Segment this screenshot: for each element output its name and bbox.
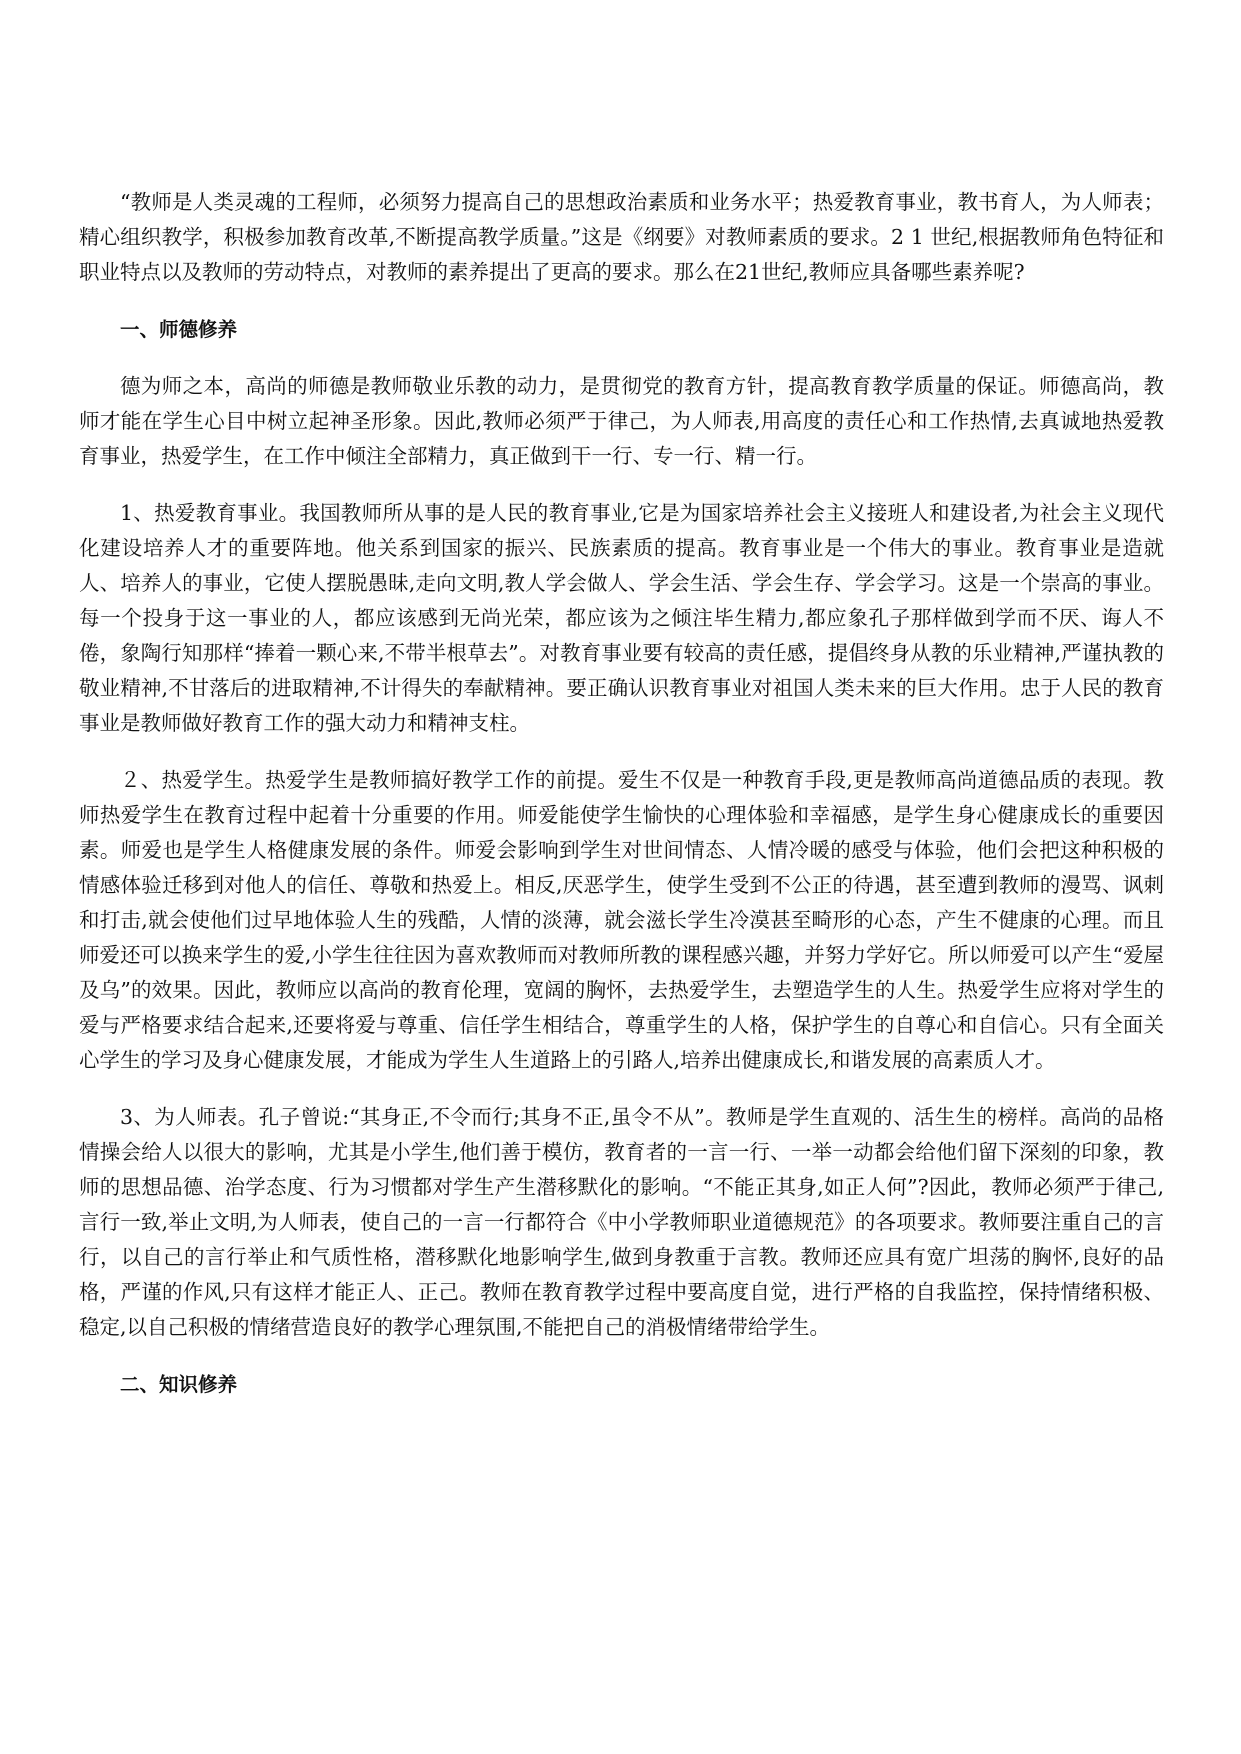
point-role-model-paragraph: 3、为人师表。孔子曾说:“其身正,不令而行;其身不正,虽令不从”。教师是学生直观的、活生生的榜样。高尚的品格情操会给人以很大的影响，尤其是小学生,他们善于模仿，教育者的一言一行、一举一动都会给他们留下深刻的印象，教师的思想品德、治学态度、行为习惯都对学生产生潜移默化的影响。“不能正其身,如正人何”?因此，教师必须严于律己,言行一致,举止文明,为人师表，使自己的一言一行都符合《中小学教师职业道德规范》的各项要求。教师要注重自己的言行，以自己的言行举止和气质性格，潜移默化地影响学生,做到身教重于言教。教师还应具有宽广坦荡的胸怀,良好的品格，严谨的作风,只有这样才能正人、正己。教师在教育教学过程中要高度自觉，进行严格的自我监控，保持情绪积极、稳定,以自己积极的情绪营造良好的教学心理氛围,不能把自己的消极情绪带给学生。	[79, 1105, 1164, 1339]
point-love-students-paragraph: ２、热爱学生。热爱学生是教师搞好教学工作的前提。爱生不仅是一种教育手段,更是教师高尚道德品质的表现。教师热爱学生在教育过程中起着十分重要的作用。师爱能使学生愉快的心理体验和幸福感，是学生身心健康成长的重要因素。师爱也是学生人格健康发展的条件。师爱会影响到学生对世间情态、人情冷暖的感受与体验，他们会把这种积极的情感体验迁移到对他人的信任、尊敬和热爱上。相反,厌恶学生，使学生受到不公正的待遇，甚至遭到教师的漫骂、讽刺和打击,就会使他们过早地体验人生的残酷，人情的淡薄，就会滋长学生冷漠甚至畸形的心态，产生不健康的心理。而且师爱还可以换来学生的爱,小学生往往因为喜欢教师而对教师所教的课程感兴趣，并努力学好它。所以师爱可以产生“爱屋及乌”的效果。因此，教师应以高尚的教育伦理，宽阔的胸怀，去热爱学生，去塑造学生的人生。热爱学生应将对学生的爱与严格要求结合起来,还要将爱与尊重、信任学生相结合，尊重学生的人格，保护学生的自尊心和自信心。只有全面关心学生的学习及身心健康发展，才能成为学生人生道路上的引路人,培养出健康成长,和谐发展的高素质人才。	[79, 768, 1164, 1072]
intro-paragraph: “教师是人类灵魂的工程师，必须努力提高自己的思想政治素质和业务水平；热爱教育事业，教书育人，为人师表；精心组织教学，积极参加教育改革,不断提高教学质量。”这是《纲要》对教师素质的要求。2 1 世纪,根据教师角色特征和职业特点以及教师的劳动特点，对教师的素养提出了更高的要求。那么在21世纪,教师应具备哪些素养呢?	[79, 190, 1164, 284]
section-heading-knowledge: 二、知识修养	[120, 1373, 238, 1396]
document-page	[79, 185, 1164, 1424]
ethics-intro-paragraph: 德为师之本，高尚的师德是教师敬业乐教的动力，是贯彻党的教育方针，提高教育教学质量的保证。师德高尚，教师才能在学生心目中树立起神圣形象。因此,教师必须严于律己，为人师表,用高度的责任心和工作热情,去真诚地热爱教育事业，热爱学生，在工作中倾注全部精力，真正做到干一行、专一行、精一行。	[79, 374, 1164, 468]
point-love-education-paragraph: 1、热爱教育事业。我国教师所从事的是人民的教育事业,它是为国家培养社会主义接班人和建设者,为社会主义现代化建设培养人才的重要阵地。他关系到国家的振兴、民族素质的提高。教育事业是一个伟大的事业。教育事业是造就人、培养人的事业，它使人摆脱愚昧,走向文明,教人学会做人、学会生活、学会生存、学会学习。这是一个崇高的事业。每一个投身于这一事业的人，都应该感到无尚光荣，都应该为之倾注毕生精力,都应象孔子那样做到学而不厌、诲人不倦，象陶行知那样“捧着一颗心来,不带半根草去”。对教育事业要有较高的责任感，提倡终身从教的乐业精神,严谨执教的敬业精神,不甘落后的进取精神,不计得失的奉献精神。要正确认识教育事业对祖国人类未来的巨大作用。忠于人民的教育事业是教师做好教育工作的强大动力和精神支柱。	[79, 501, 1164, 735]
section-heading-ethics: 一、师德修养	[120, 318, 238, 341]
